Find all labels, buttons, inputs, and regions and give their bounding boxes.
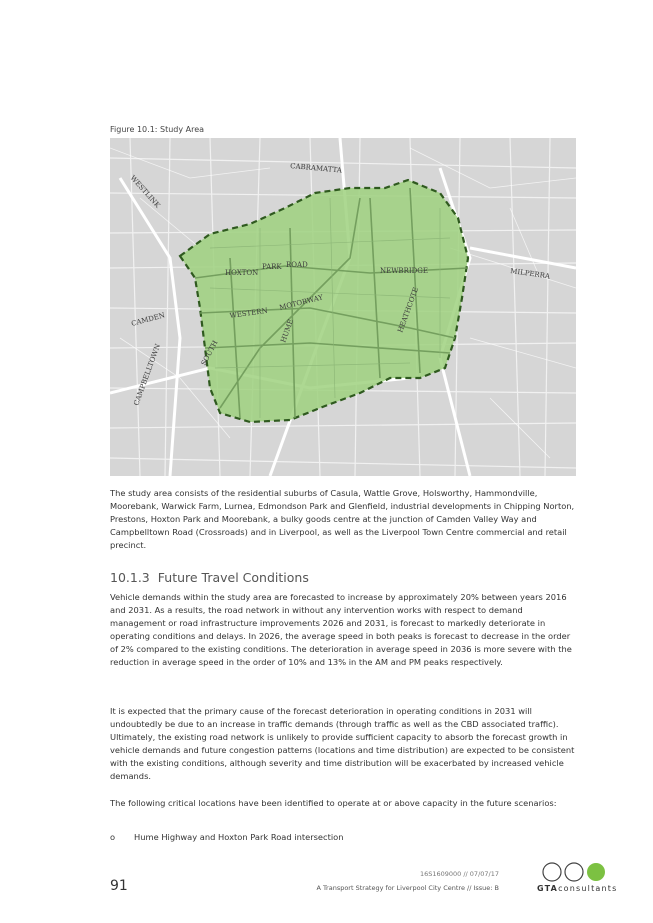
section-number: 10.1.3 <box>110 570 150 585</box>
intro-paragraph: The study area consists of the residential suburbs of Casula, Wattle Grove, Holsworthy, Hammondville, Moorebank, Warwick Farm, Lurnea, Edmondson Park and Glenfield, industrial developments in Chipping Norton, Prestons, Hoxton Park and Moorebank, a bulky goods centre at the junction of Camden Valley Way and Campbelltown Road (Crossroads) and in Liverpool, as well as the Liverpool Town Centre commercial and retail precinct. <box>110 488 575 550</box>
company-logo-text <box>537 884 618 893</box>
map-label-camden: CAMDEN <box>130 311 166 328</box>
study-area-map-graphic <box>110 138 576 476</box>
document-title: A Transport Strategy for Liverpool City Centre // Issue: B <box>316 884 499 892</box>
map-label-western: WESTERN <box>229 306 269 320</box>
map-label-milperra: MILPERRA <box>509 267 551 281</box>
bullet-mark: o <box>110 832 116 842</box>
section-heading <box>110 570 309 585</box>
map-label-motorway: MOTORWAY <box>278 293 324 312</box>
map-label-park: PARK <box>262 263 282 271</box>
map-label-road: ROAD <box>286 261 308 269</box>
bullet-text: Hume Highway and Hoxton Park Road intersection <box>134 832 344 842</box>
document-reference: 16S1609000 // 07/07/17 <box>419 870 499 878</box>
paragraph-3: The following critical locations have been identified to operate at or above capacity in the future scenarios: <box>110 798 557 808</box>
study-area-map <box>110 138 576 476</box>
figure-caption: Figure 10.1: Study Area <box>110 125 205 134</box>
map-label-westlink: WESTLINK <box>128 173 162 210</box>
logo-bold-text: GTA <box>537 884 559 893</box>
map-label-heathcote: HEATHCOTE <box>396 286 421 334</box>
map-label-hoxton: HOXTON <box>225 269 259 277</box>
section-title: Future Travel Conditions <box>157 570 309 585</box>
paragraph-2: It is expected that the primary cause of the forecast deterioration in operating conditions in 2031 will undoubtedly be due to an increase in traffic demands (through traffic as well as the CBD associated traffic). Ultimately, the existing road network is unlikely to provide sufficient capacity to absorb the forecast growth in vehicle demands and future congestion patterns (locations and time distribution) are expected to be consistent with the existing conditions, although severity and time distribution will be exacerbated by increased vehicle demands. <box>110 706 575 781</box>
page-number: 91 <box>110 878 128 894</box>
paragraph-1: Vehicle demands within the study area are forecasted to increase by approximately 20% between years 2016 and 2031. As a results, the road network in without any intervention works with respect to demand management or road infrastructure improvements 2026 and 2031, is forecast to markedly deteriorate in operating conditions and delays. In 2026, the average speed in both peaks is forecast to decrease in the order of 2% compared to the existing conditions. The deterioration in average speed in 2036 is more severe with the reduction in average speed in the order of 10% and 13% in the AM and PM peaks respectively. <box>110 592 572 667</box>
map-label-cabramatta: CABRAMATTA <box>289 162 343 175</box>
map-label-newbridge: NEWBRIDGE <box>380 267 428 275</box>
bullet-list-item <box>110 832 344 842</box>
logo-rest-text: consultants <box>558 884 618 893</box>
map-label-hume: HUME <box>279 318 296 344</box>
map-label-campbelltown: CAMPBELLTOWN <box>132 342 163 407</box>
map-label-south: SOUTH <box>199 339 220 367</box>
